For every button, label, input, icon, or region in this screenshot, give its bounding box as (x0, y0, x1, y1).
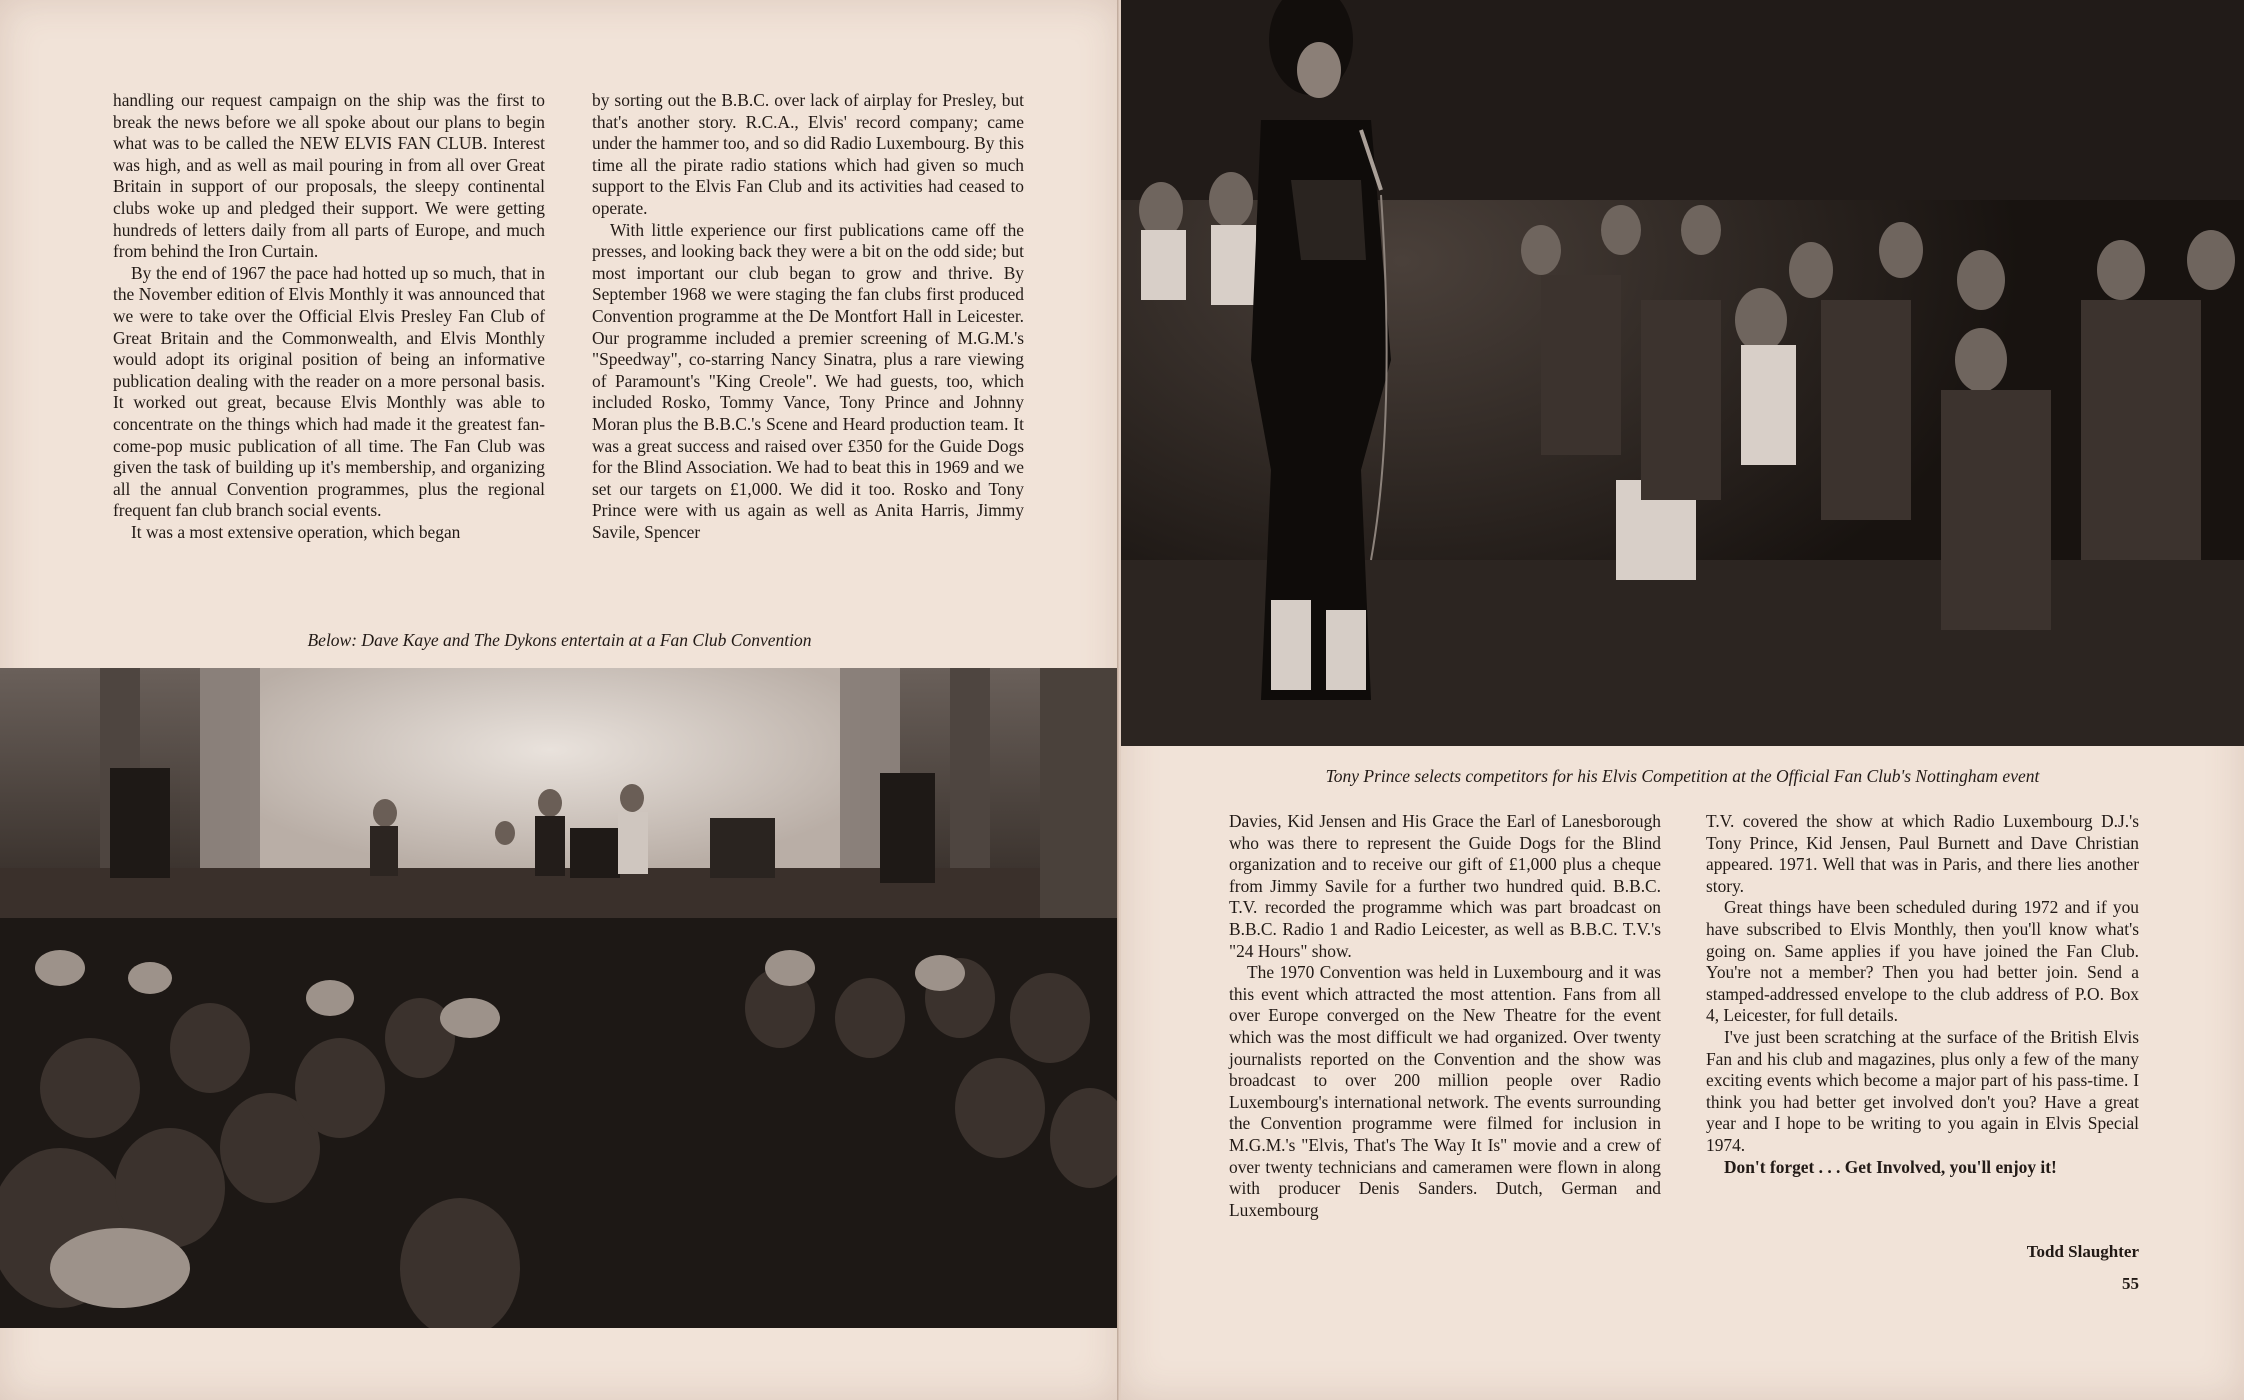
right-column-2 (1706, 811, 2139, 1178)
paragraph: Great things have been scheduled during 1972 and if you have subscribed to Elvis Monthly, then you'll know what's going on. Same applies if you have joined the Fan Club. You're not a member? Then you had better join. Send a stamped-addressed envelope to the club address of P.O. Box 4, Leicester, for full details. (1706, 897, 2139, 1026)
paragraph: By the end of 1967 the pace had hotted up so much, that in the November edition of Elvis Monthly it was announced that we were to take over the Official Elvis Presley Fan Club of Great Britain and the Commonwealth, and Elvis Monthly would adopt its original position of being an informative publication dealing with the reader on a more personal basis. It worked out great, because Elvis Monthly was able to concentrate on the things which had made it the greatest fan-come-pop music publication of all time. The Fan Club was given the task of building up it's membership, and organizing all the annual Convention programmes, plus the regional frequent fan club branch social events. (113, 262, 545, 521)
paragraph: handling our request campaign on the ship was the first to break the news before we all spoke about our plans to begin what was to be called the NEW ELVIS FAN CLUB. Interest was high, and as well as mail pouring in from all over Great Britain in support of our proposals, the sleepy continental clubs woke up and pledged their support. We were getting hundreds of letters daily from all parts of Europe, and much from behind the Iron Curtain. (113, 90, 545, 262)
paragraph: The 1970 Convention was held in Luxembourg and it was this event which attracted the most attention. Fans from all over Europe converged on the New Theatre for the event which was the most difficult we had organized. Over twenty journalists reported on the Convention and the show was broadcast to over 200 million people over Radio Luxembourg's international network. The events surrounding the Convention programme were filmed for inclusion in M.G.M.'s "Elvis, That's The Way It Is" movie and a crew of over twenty technicians and cameramen were flown in along with producer Denis Sanders. Dutch, German and Luxembourg (1229, 962, 1661, 1220)
paragraph: T.V. covered the show at which Radio Luxembourg D.J.'s Tony Prince, Kid Jensen, Paul Burnett and Dave Christian appeared. 1971. Well that was in Paris, and there lies another story. (1706, 811, 2139, 896)
left-column-1 (113, 90, 545, 543)
left-column-2 (592, 90, 1024, 543)
paragraph: by sorting out the B.B.C. over lack of airplay for Presley, but that's another story. R.C.A., Elvis' record company; came under the hammer too, and so did Radio Luxembourg. By this time all the pirate radio stations which had given so much support to the Elvis Fan Club and its activities had ceased to operate. (592, 90, 1024, 218)
paragraph: It was a most extensive operation, which began (131, 521, 461, 542)
paragraph: Davies, Kid Jensen and His Grace the Earl of Lanesborough who was there to represent the Guide Dogs for the Blind organization and to receive our gift of £1,000 plus a cheque from Jimmy Savile for a further two hundred quid. B.B.C. T.V. recorded the programme which was part broadcast on B.B.C. Radio 1 and Radio Leicester, as well as B.B.C. T.V.'s "24 Hours" show. (1229, 811, 1661, 961)
photo-caption-band: Below: Dave Kaye and The Dykons entertain at a Fan Club Convention (307, 630, 812, 650)
band-convention-photo (0, 668, 1119, 1328)
right-page (1121, 0, 2244, 1400)
tony-prince-photo (1121, 0, 2244, 746)
page-number: 55 (2122, 1274, 2139, 1293)
paragraph: With little experience our first publications came off the presses, and looking back they were a bit on the odd side; but most important our club began to grow and thrive. By September 1968 we were staging the fan clubs first produced Convention programme at the De Montfort Hall in Leicester. Our programme included a premier screening of M.G.M.'s "Speedway", co-starring Nancy Sinatra, plus a rare viewing of Paramount's "King Creole". We had guests, too, which included Rosko, Tommy Vance, Tony Prince and Johnny Moran plus the B.B.C.'s Scene and Heard production team. It was a great success and raised over £350 for the Guide Dogs for the Blind Association. We had to beat this in 1969 and we set our targets on £1,000. We did it too. Rosko and Tony Prince were with us again as well as Anita Harris, Jimmy Savile, Spencer (592, 219, 1024, 542)
author-byline: Todd Slaughter (2026, 1242, 2139, 1261)
left-page (0, 0, 1119, 1400)
closing-line: Don't forget . . . Get Involved, you'll enjoy it! (1724, 1156, 2057, 1177)
photo-caption-tony-prince: Tony Prince selects competitors for his Elvis Competition at the Official Fan Club's Nottingham event (1325, 766, 2040, 786)
paragraph: I've just been scratching at the surface of the British Elvis Fan and his club and magazines, plus only a few of the many exciting events which become a major part of his pass-time. I think you had better get involved don't you? Have a great year and I hope to be writing to you again in Elvis Special 1974. (1706, 1026, 2139, 1155)
right-column-1 (1229, 811, 1661, 1221)
